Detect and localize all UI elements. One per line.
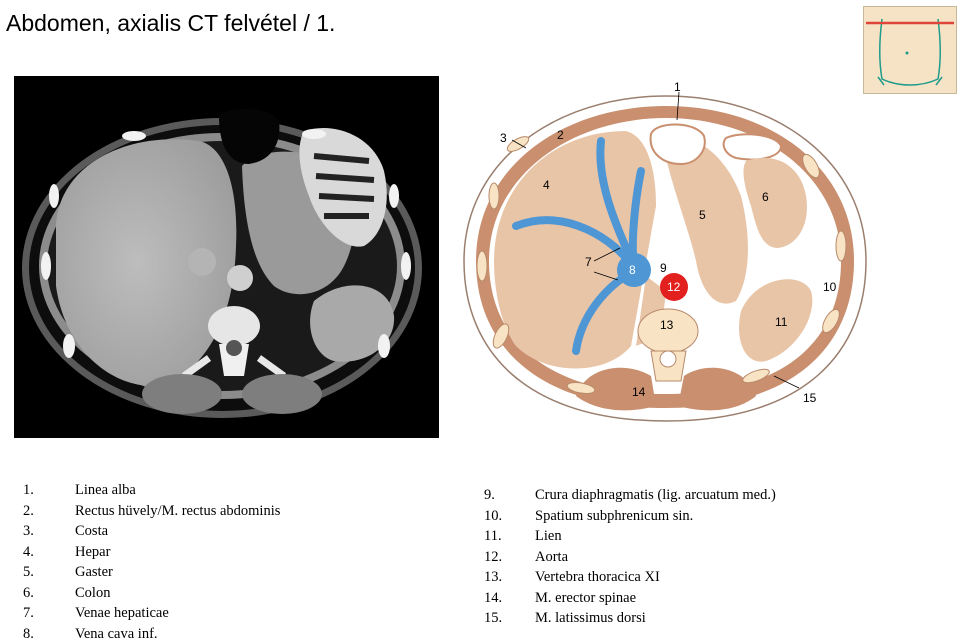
diagram-label-5: 5 bbox=[699, 208, 706, 222]
legend-text: Venae hepaticae bbox=[75, 603, 169, 624]
legend-text: Costa bbox=[75, 521, 108, 542]
ct-scan-image bbox=[14, 76, 439, 438]
diagram-label-1: 1 bbox=[674, 80, 681, 94]
legend-item bbox=[484, 547, 776, 568]
legend-item bbox=[484, 588, 776, 609]
legend-item bbox=[23, 583, 280, 604]
legend-right bbox=[484, 485, 776, 629]
legend-number: 2. bbox=[23, 501, 75, 522]
legend-text: Crura diaphragmatis (lig. arcuatum med.) bbox=[535, 485, 776, 506]
diagram-label-3: 3 bbox=[500, 131, 507, 145]
legend-number: 11. bbox=[484, 526, 535, 547]
diagram-label-10: 10 bbox=[823, 280, 837, 294]
legend-number: 1. bbox=[23, 480, 75, 501]
diagram-label-8: 8 bbox=[629, 263, 636, 277]
legend-item bbox=[23, 542, 280, 563]
diagram-label-7: 7 bbox=[585, 255, 592, 269]
diagram-label-11: 11 bbox=[775, 315, 788, 329]
legend-number: 3. bbox=[23, 521, 75, 542]
legend-item bbox=[484, 526, 776, 547]
legend-item bbox=[484, 608, 776, 629]
legend-number: 5. bbox=[23, 562, 75, 583]
page-title: Abdomen, axialis CT felvétel / 1. bbox=[6, 10, 335, 37]
legend-number: 15. bbox=[484, 608, 535, 629]
anatomical-diagram bbox=[456, 76, 876, 436]
legend-number: 7. bbox=[23, 603, 75, 624]
diagram-label-4: 4 bbox=[543, 178, 550, 192]
legend-text: Vena cava inf. bbox=[75, 624, 158, 644]
legend-item bbox=[484, 567, 776, 588]
legend-item bbox=[23, 521, 280, 542]
legend-text: Rectus hüvely/M. rectus abdominis bbox=[75, 501, 280, 522]
legend-item bbox=[23, 501, 280, 522]
legend-number: 9. bbox=[484, 485, 535, 506]
legend-text: Vertebra thoracica XI bbox=[535, 567, 660, 588]
legend-text: Aorta bbox=[535, 547, 568, 568]
legend-text: Spatium subphrenicum sin. bbox=[535, 506, 693, 527]
diagram-label-14: 14 bbox=[632, 385, 646, 399]
diagram-label-12: 12 bbox=[667, 280, 681, 294]
diagram-label-2: 2 bbox=[557, 128, 564, 142]
diagram-label-15: 15 bbox=[803, 391, 817, 405]
diagram-label-13: 13 bbox=[660, 318, 674, 332]
legend-number: 14. bbox=[484, 588, 535, 609]
legend-text: Lien bbox=[535, 526, 562, 547]
legend-item bbox=[484, 506, 776, 527]
legend-text: Gaster bbox=[75, 562, 113, 583]
legend-number: 4. bbox=[23, 542, 75, 563]
legend-text: M. erector spinae bbox=[535, 588, 636, 609]
legend-number: 13. bbox=[484, 567, 535, 588]
legend-number: 6. bbox=[23, 583, 75, 604]
diagram-label-6: 6 bbox=[762, 190, 769, 204]
legend-left bbox=[23, 480, 280, 644]
legend-text: M. latissimus dorsi bbox=[535, 608, 646, 629]
legend-number: 10. bbox=[484, 506, 535, 527]
legend-item bbox=[484, 485, 776, 506]
slice-locator-thumbnail bbox=[863, 6, 957, 94]
diagram-label-9: 9 bbox=[660, 261, 667, 275]
legend-text: Hepar bbox=[75, 542, 110, 563]
legend-item bbox=[23, 480, 280, 501]
legend-item bbox=[23, 603, 280, 624]
legend-item bbox=[23, 562, 280, 583]
legend-number: 12. bbox=[484, 547, 535, 568]
legend-text: Colon bbox=[75, 583, 110, 604]
legend-number: 8. bbox=[23, 624, 75, 644]
legend-text: Linea alba bbox=[75, 480, 136, 501]
